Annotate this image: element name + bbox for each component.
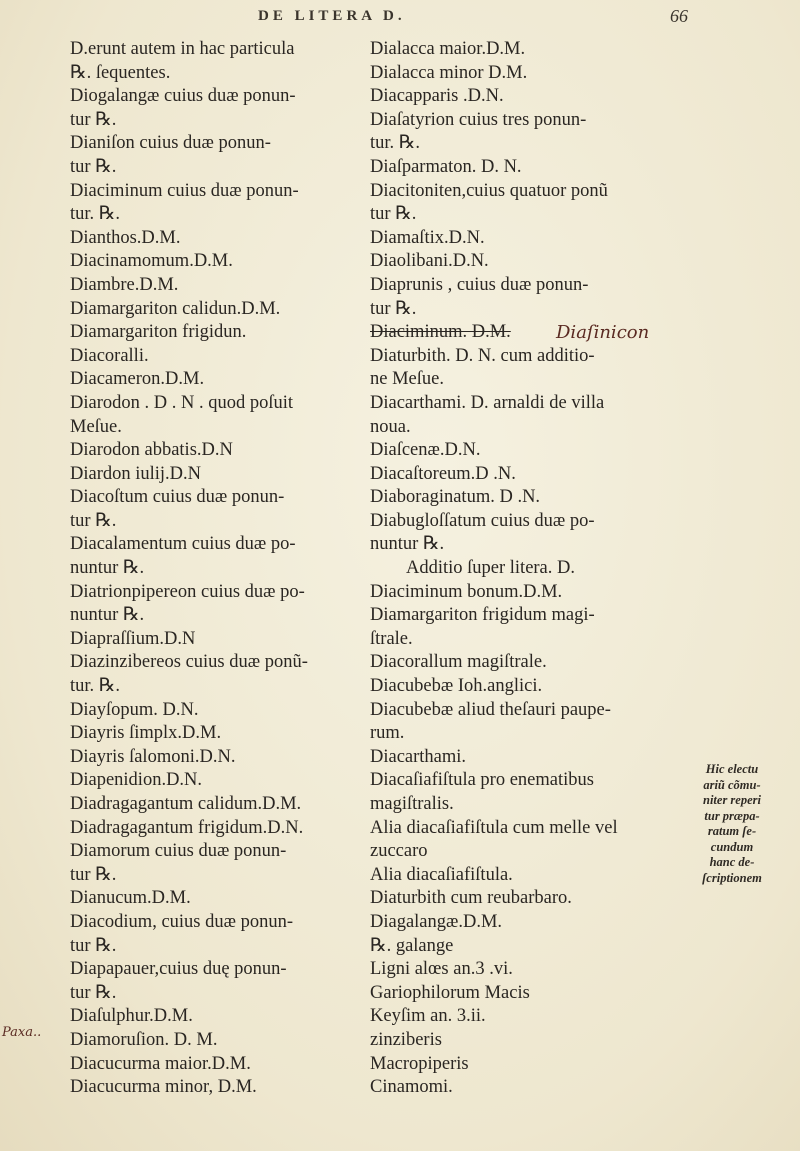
text-line: Dialacca maior.D.M. [370,39,526,59]
text-line: Meſue. [70,416,122,437]
text-line: Diacaſtoreum.D .N. [370,463,516,484]
text-line: Alia diacaſiafiſtula cum melle vel [370,817,618,838]
text-line: Diaturbith. D. N. cum additio- [370,345,595,366]
text-line: Diamargariton frigidum magi- [370,605,595,626]
text-line: tur ℞. [70,510,117,531]
text-line: tur ℞. [70,982,117,1003]
running-head: DE LITERA D. [258,8,406,24]
text-line: Diacarthami. D. arnaldi de villa [370,392,605,413]
text-line: Diaolibani.D.N. [370,251,489,272]
text-line: Diacameron.D.M. [70,369,205,390]
text-line: Diaſulphur.D.M. [70,1006,193,1027]
text-line: Diadragagantum frigidum.D.N. [70,817,304,838]
text-line: Dianiſon cuius duæ ponun- [70,133,271,154]
text-line: Diacitoniten,cuius quatuor ponũ [370,180,608,201]
marginal-note-line: hanc de- [709,855,755,869]
text-line: ſtrale. [370,628,413,649]
text-line: Dianthos.D.M. [70,227,181,248]
text-line: Diabugloſſatum cuius duæ po- [370,510,595,531]
text-line: Macropiperis [370,1053,469,1074]
text-line: Diarodon . D . N . quod poſuit [70,392,294,413]
text-line: tur ℞. [370,204,417,225]
text-line: Diacucurma minor, D.M. [70,1077,257,1098]
text-line: ℞. ſequentes. [70,62,171,83]
text-line: Diatrionpipereon cuius duæ po- [70,581,305,602]
text-line: Diayris ſalomoni.D.N. [70,746,236,767]
text-line: tur ℞. [70,935,117,956]
text-line: tur ℞. [70,156,117,177]
text-line: Diogalangæ cuius duæ ponun- [70,86,296,107]
text-line: Diarodon abbatis.D.N [70,440,233,461]
text-line: Diayſopum. D.N. [70,699,199,720]
marginal-note-line: tur præpa- [704,808,760,823]
text-line: Diacapparis .D.N. [370,86,504,107]
text-line: Diamaſtix.D.N. [370,227,485,248]
text-line: rum. [370,723,405,744]
text-line: Diaciminum. D.M. [370,322,511,343]
marginal-note-line: ratum ſe- [707,824,757,838]
text-line: Alia diacaſiafiſtula. [370,864,513,885]
text-line: Diaciminum cuius duæ ponun- [70,180,299,201]
text-line: Diacalamentum cuius duæ po- [70,534,296,555]
marginal-note-line: ariũ cõmu- [703,777,761,792]
text-line: Diapenidion.D.N. [70,770,203,791]
text-line: magiſtralis. [370,794,454,814]
text-line: Diacaſiafiſtula pro enematibus [370,770,594,791]
right-column [370,38,675,1100]
text-line: Diapapauer,cuius duę ponun- [70,959,287,980]
text-line: tur. ℞. [370,133,420,154]
text-line: Diaboraginatum. D .N. [370,487,541,508]
marginal-note-line: ſcriptionem [702,870,762,885]
text-line: tur. ℞. [70,676,120,697]
text-line: Diacarthami. [370,746,467,767]
text-line: Diaturbith cum reubarbaro. [370,888,572,909]
left-column [70,38,360,1100]
text-line: Diapraſſium.D.N [70,628,196,649]
text-line: tur ℞. [370,298,417,319]
text-line: Diamorum cuius duæ ponun- [70,841,287,862]
text-line: Diacorallum magiſtrale. [370,652,547,673]
text-line: Diacubebæ Ioh.anglici. [370,676,543,697]
text-line: Diacodium, cuius duæ ponun- [70,911,294,932]
text-line: Dianucum.D.M. [70,888,191,909]
text-line: ne Meſue. [370,369,444,390]
text-line: Diazinzibereos cuius duæ ponũ- [70,652,308,673]
text-line: tur ℞. [70,109,117,130]
handwritten-margin-note: Paxa.. [2,1025,42,1040]
text-line: Diaſcenæ.D.N. [370,440,481,461]
text-line: Diaſparmaton. D. N. [370,156,522,177]
text-line: zinziberis [370,1029,442,1050]
text-line: Diamoruſion. D. M. [70,1029,218,1050]
text-line: Diardon iulij.D.N [70,463,202,484]
text-line: Cinamomi. [370,1077,453,1098]
text-line: Diaprunis , cuius duæ ponun- [370,274,589,295]
marginal-note-line: cundum [710,839,754,854]
text-line: D.erunt autem in hac particula [70,39,295,59]
text-line: noua. [370,416,411,437]
text-line: nuntur ℞. [70,605,145,626]
text-line: Diaciminum bonum.D.M. [370,581,563,602]
text-line: Diacoſtum cuius duæ ponun- [70,487,285,508]
text-line: Diagalangæ.D.M. [370,911,503,932]
page-number: 66 [670,6,688,26]
text-line: Additio ſuper litera. D. [370,558,576,579]
text-line: nuntur ℞. [70,558,145,579]
marginal-note [682,762,782,886]
text-line: Diambre.D.M. [70,274,179,295]
text-line: Diadragagantum calidum.D.M. [70,794,302,814]
text-line: tur. ℞. [70,204,120,225]
text-line: Diayris ſimplx.D.M. [70,723,222,744]
text-line: Ligni alœs an.3 .vi. [370,959,513,980]
text-line: Diacucurma maior.D.M. [70,1053,251,1074]
text-line: zuccaro [370,841,428,862]
text-line: Keyſim an. 3.ii. [370,1006,486,1027]
text-line: Diamargariton frigidun. [70,322,247,343]
text-line: tur ℞. [70,864,117,885]
marginal-note-line: niter reperi [703,793,761,807]
text-line: Dialacca minor D.M. [370,62,528,83]
text-line: ℞. galange [370,935,454,956]
text-line: Diacoralli. [70,345,149,366]
text-line: Diacubebæ aliud theſauri paupe- [370,699,611,720]
marginal-note-line: Hic electu [705,762,759,776]
text-line: Gariophilorum Macis [370,982,530,1003]
text-line: nuntur ℞. [370,534,445,555]
text-line: Diamargariton calidun.D.M. [70,298,281,319]
text-line: Diacinamomum.D.M. [70,251,233,272]
text-line: Diaſatyrion cuius tres ponun- [370,109,587,130]
handwritten-correction: Diaſinicon [556,321,650,343]
